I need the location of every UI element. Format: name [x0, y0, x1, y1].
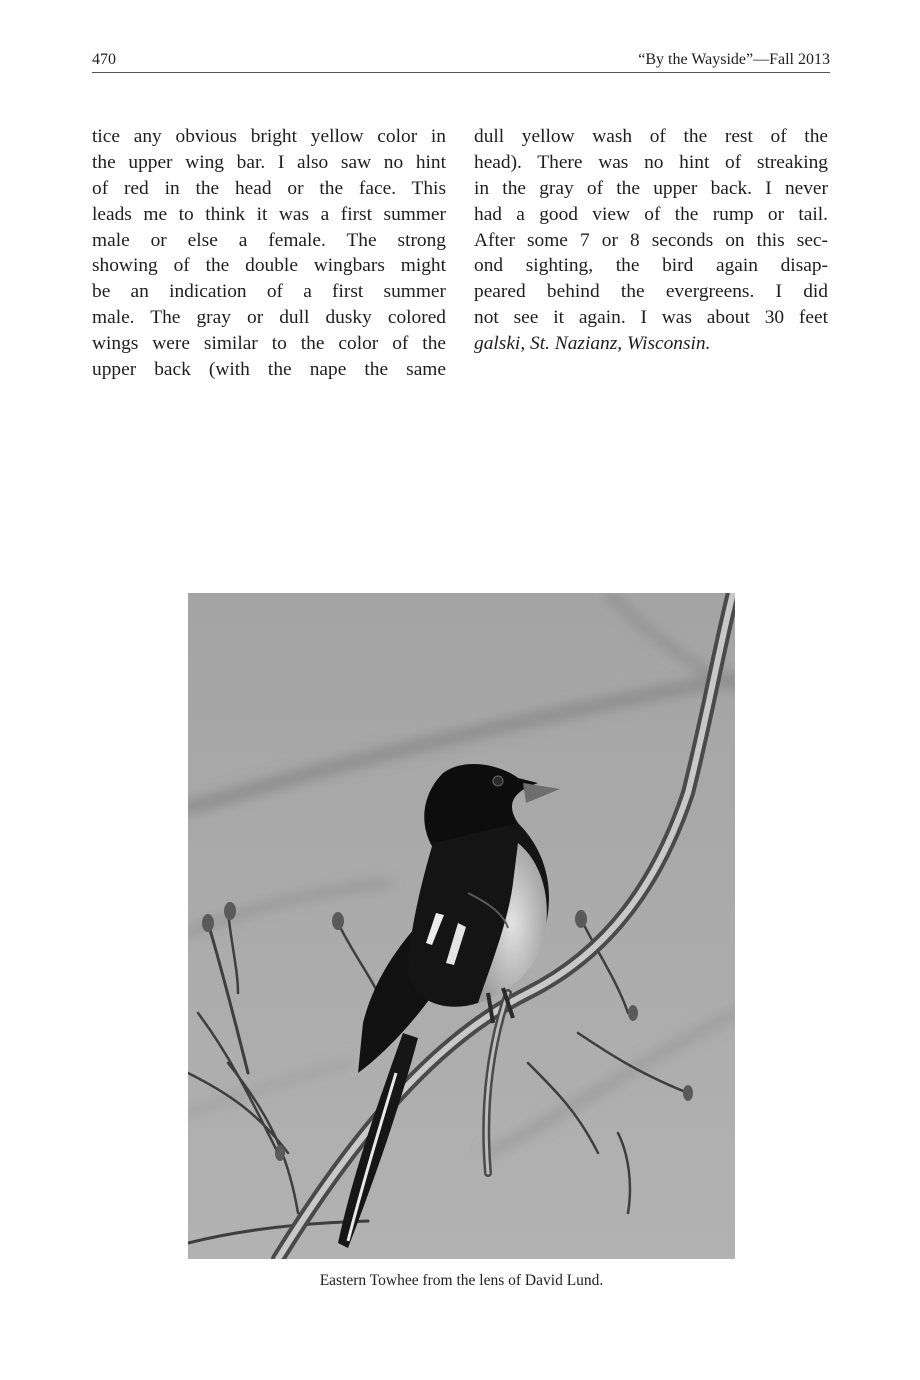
text-line: in the gray of the upper back. I never [474, 177, 828, 199]
text-line: peared behind the evergreens. I did [474, 281, 828, 303]
text-line: male or else a female. The strong [92, 229, 446, 251]
signature-line [474, 331, 828, 357]
text-line: upper back (with the nape the same [92, 359, 446, 381]
towhee-illustration [188, 593, 735, 1259]
left-column [92, 124, 446, 383]
right-column [474, 124, 828, 357]
figure-caption: Eastern Towhee from the lens of David Lund. [319, 1272, 604, 1289]
text-line: After some 7 or 8 seconds on this sec- [474, 229, 828, 251]
text-line: tice any obvious bright yellow color in [92, 126, 446, 147]
text-line: head). There was no hint of streaking [474, 151, 828, 173]
signature-location: galski, St. Nazianz, Wisconsin. [474, 333, 711, 355]
journal-title: “By the Wayside”—Fall 2013 [638, 51, 830, 68]
text-line: leads me to think it was a first summer [92, 203, 446, 225]
text-line: male. The gray or dull dusky colored [92, 307, 446, 329]
text-line: not see it again. I was about 30 feet [474, 307, 828, 329]
text-line: of red in the head or the face. This [92, 177, 446, 199]
text-line: be an indication of a first summer [92, 281, 446, 303]
bird-photo [188, 593, 735, 1259]
text-line: wings were similar to the color of the [92, 333, 446, 355]
text-line: dull yellow wash of the rest of the [474, 126, 828, 147]
text-line: had a good view of the rump or tail. [474, 203, 828, 225]
page-number: 470 [92, 51, 116, 68]
text-line: ond sighting, the bird again disap- [474, 255, 828, 277]
running-head [92, 48, 830, 73]
text-line: the upper wing bar. I also saw no hint [92, 151, 446, 173]
text-line: showing of the double wingbars might [92, 255, 446, 277]
